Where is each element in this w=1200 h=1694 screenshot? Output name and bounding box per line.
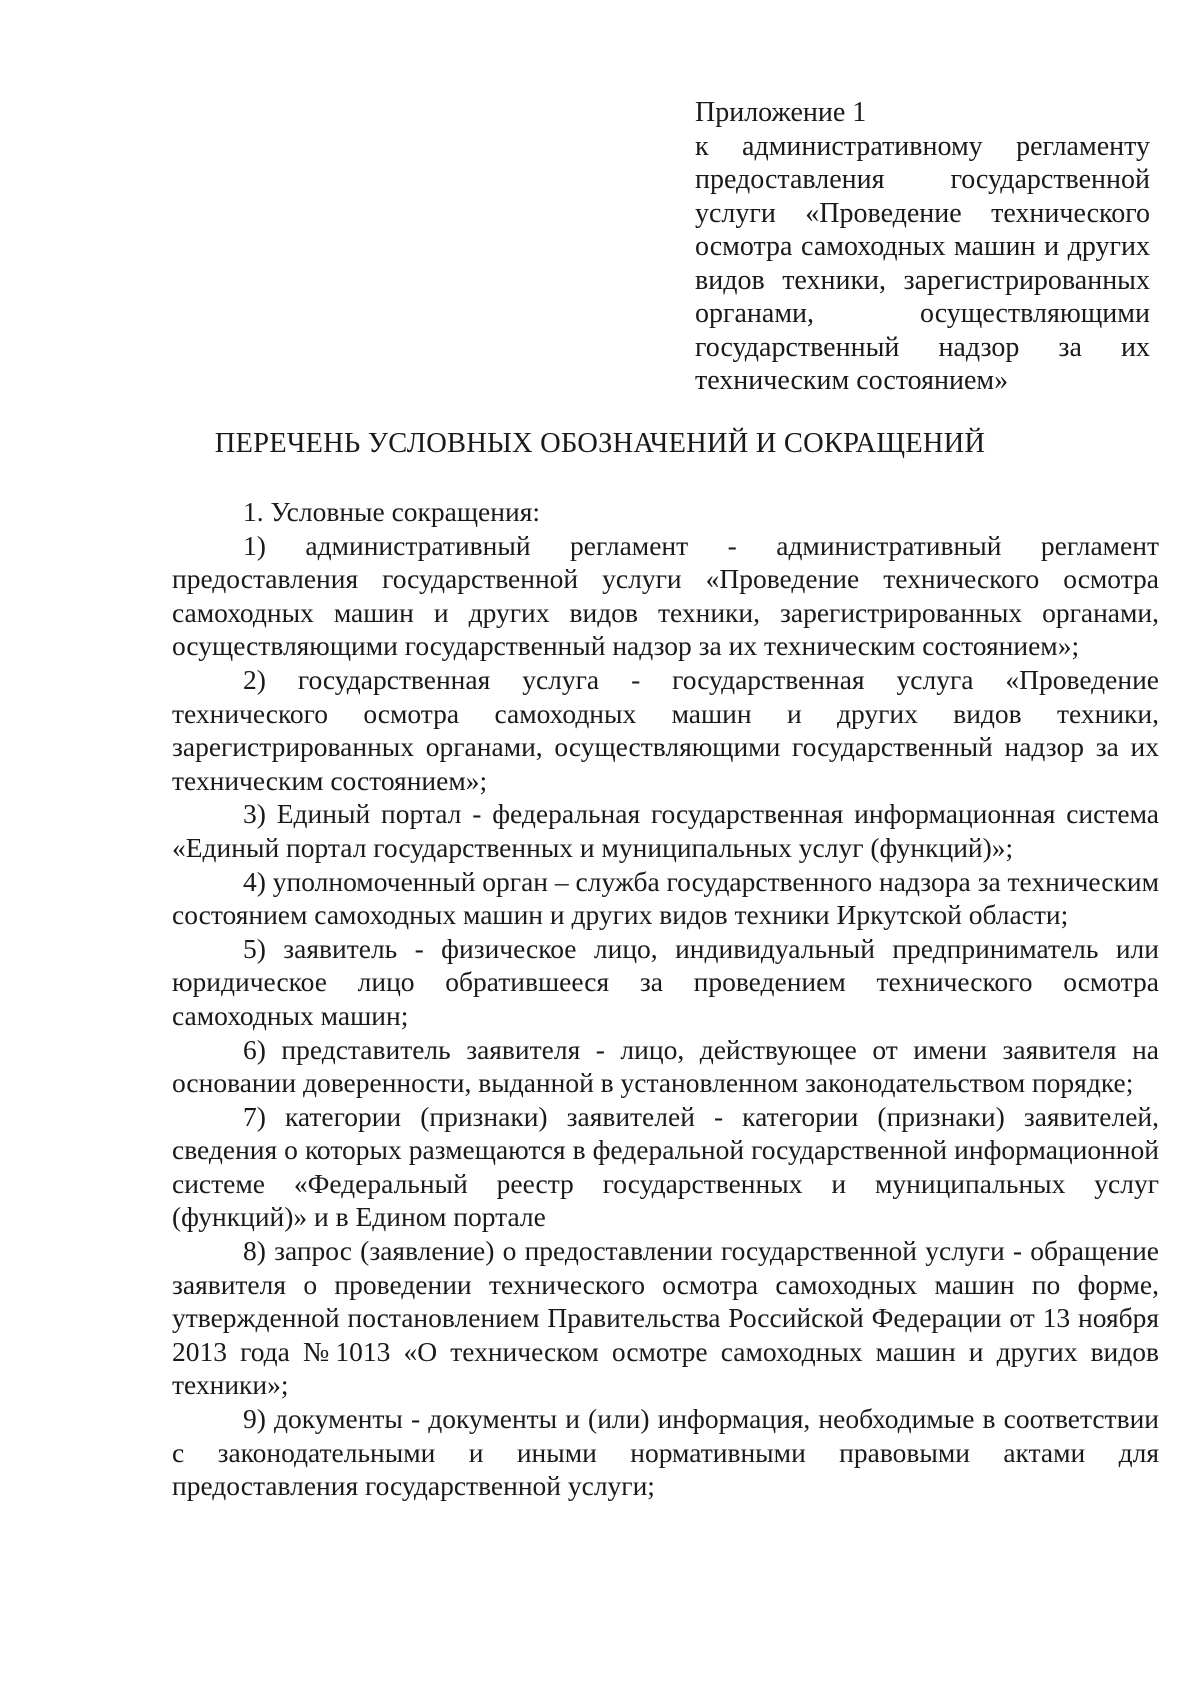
list-item: 6) представитель заявителя - лицо, действующее от имени заявителя на основании доверенности, выданной в установленном законодательством порядке; <box>172 1033 1159 1099</box>
list-item: 1) административный регламент - административный регламент предоставления государственной услуги «Проведение технического осмотра самоходных машин и других видов техники, зарегистрированных органами, осуществляющими государственный надзор за их техническим состоянием»; <box>172 529 1159 662</box>
document-title: ПЕРЕЧЕНЬ УСЛОВНЫХ ОБОЗНАЧЕНИЙ И СОКРАЩЕНИЙ <box>214 428 986 459</box>
list-item: 4) уполномоченный орган – служба государственного надзора за техническим состоянием самоходных машин и других видов техники Иркутской области; <box>172 865 1159 931</box>
appendix-line: услуги «Проведение технического <box>695 197 1150 229</box>
list-item: 2) государственная услуга - государственная услуга «Проведение технического осмотра самоходных машин и других видов техники, зарегистрированных органами, осуществляющими государственный надзор за их техническим состоянием»; <box>172 663 1159 796</box>
list-item: 7) категории (признаки) заявителей - категории (признаки) заявителей, сведения о которых размещаются в федеральной государственной информационной системе «Федеральный реестр государственных и муниципальных услуг (функций)» и в Едином портале <box>172 1100 1159 1233</box>
section-heading: 1. Условные сокращения: <box>243 496 540 527</box>
appendix-line: предоставления государственной <box>695 164 1150 195</box>
appendix-line: Приложение 1 <box>695 97 867 128</box>
list-item: 5) заявитель - физическое лицо, индивидуальный предприниматель или юридическое лицо обратившееся за проведением технического осмотра самоходных машин; <box>172 932 1159 1031</box>
appendix-header <box>695 96 1150 398</box>
appendix-line: техническим состоянием» <box>695 365 1009 396</box>
abbreviations-section <box>172 495 1159 1503</box>
list-item: 3) Единый портал - федеральная государственная информационная система «Единый портал государственных и муниципальных услуг (функций)»; <box>172 798 1159 863</box>
appendix-line: осмотра самоходных машин и других <box>695 231 1150 262</box>
appendix-line: к административному регламенту <box>695 130 1150 162</box>
appendix-line: органами, осуществляющими <box>695 298 1150 329</box>
appendix-line: государственный надзор за их <box>695 331 1150 363</box>
list-item: 9) документы - документы и (или) информация, необходимые в соответствии с законодательными и иными нормативными правовыми актами для предоставления государственной услуги; <box>172 1403 1159 1502</box>
list-item: 8) запрос (заявление) о предоставлении государственной услуги - обращение заявителя о проведении технического осмотра самоходных машин по форме, утвержденной постановлением Правительства Российской Федерации от 13 ноября 2013 года №1013 «О техническом осмотре самоходных машин и других видов техники»; <box>172 1235 1159 1401</box>
appendix-line: видов техники, зарегистрированных <box>695 264 1150 296</box>
